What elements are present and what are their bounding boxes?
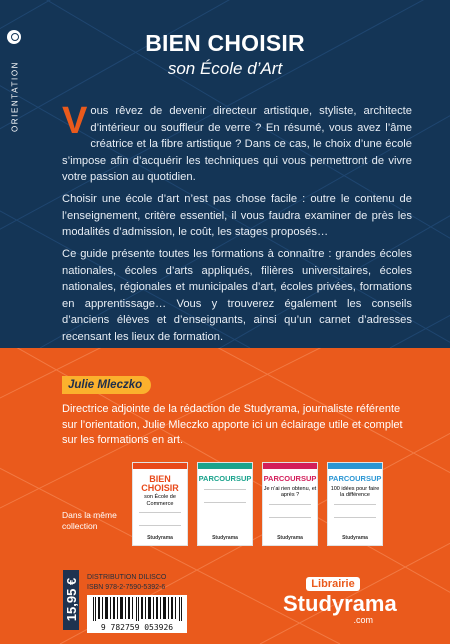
book-lines: [269, 504, 311, 518]
book-stripe: [263, 463, 317, 469]
book-title: PARCOURSUP: [198, 474, 252, 483]
collection-book-4[interactable]: [327, 462, 383, 546]
author-bio: Directrice adjointe de la rédaction de Studyrama, journaliste référente sur l’orientation, Julie Mleczko apporte ici un éclairage utile et complet sur les formations en art.: [62, 403, 403, 446]
book-stripe: [133, 463, 187, 469]
price: 15,95 €: [64, 577, 79, 622]
book-title: PARCOURSUP: [328, 474, 382, 483]
book-title: PARCOURSUP: [263, 474, 317, 483]
book-lines: [204, 489, 246, 503]
collection-book-2[interactable]: [197, 462, 253, 546]
book-logo: Studyrama: [212, 535, 238, 541]
paragraph-guide: Ce guide présente toutes les formations à connaître : grandes écoles nationales, écoles d’arts appliqués, filières universitaires, écoles nationales, régionales et municipales d’art, écoles privées, formations en apprentissage… Vous y trouverez également les conseils d’anciens élèves et d’enseignants, ainsi qu’un carnet d’adresses recensant les lieux de formation.: [62, 248, 412, 343]
publisher-logo[interactable]: [283, 574, 397, 625]
book-logo: Studyrama: [147, 535, 173, 541]
book-subtitle: son École de Commerce: [144, 494, 176, 507]
book-stripe: [198, 463, 252, 469]
book-stripe: [328, 463, 382, 469]
publisher-logo-line3: .com: [353, 615, 373, 625]
book-title: BIEN CHOISIR: [141, 474, 179, 493]
publisher-logo-line2: Studyrama: [283, 591, 397, 616]
collection-book-1[interactable]: [132, 462, 188, 546]
book-subtitle: 100 idées pour faire la différence: [330, 485, 380, 498]
book-logo: Studyrama: [277, 535, 303, 541]
paragraph-intro-text: ous rêvez de devenir directeur artistique, styliste, architecte d’intérieur ou souffleur de verre ? En résumé, vous avez l’âme créatrice et la fibre artistique ? Dans ce cas, le choix d’une école s’impose afin d’acquérir les techniques qui vous permettront de vivre votre passion au quotidien.: [62, 105, 412, 183]
distribution-info: [87, 573, 166, 593]
spine-text: ORIENTATION: [10, 60, 20, 133]
barcode-icon: [93, 597, 183, 621]
book-lines: [139, 512, 181, 526]
isbn: ISBN 978-2-7590-5392-6: [87, 584, 166, 591]
distributor: DISTRIBUTION DILISCO: [87, 574, 167, 581]
collection-label: Dans la même collection: [62, 510, 117, 531]
book-lines: [334, 504, 376, 518]
collection-book-3[interactable]: [262, 462, 318, 546]
author-name-tag: Julie Mleczko: [62, 376, 151, 394]
book-title: BIEN CHOISIR: [145, 30, 305, 56]
barcode-number: 9 782759 053926: [100, 623, 174, 632]
paragraph-choice: Choisir une école d’art n’est pas chose facile : outre le contenu de l’enseignement, critère essentiel, il vous faudra examiner de près les modalités d’admission, le coût, les stages proposés…: [62, 193, 412, 238]
book-logo: Studyrama: [342, 535, 368, 541]
book-subtitle: Je n’ai rien obtenu, et après ?: [263, 485, 317, 498]
book-subtitle: son École d’Art: [167, 59, 283, 78]
paragraph-intro: [62, 100, 412, 186]
publisher-logo-line1: Librairie: [306, 577, 359, 591]
drop-cap: V: [62, 100, 88, 142]
barcode: [87, 595, 187, 633]
